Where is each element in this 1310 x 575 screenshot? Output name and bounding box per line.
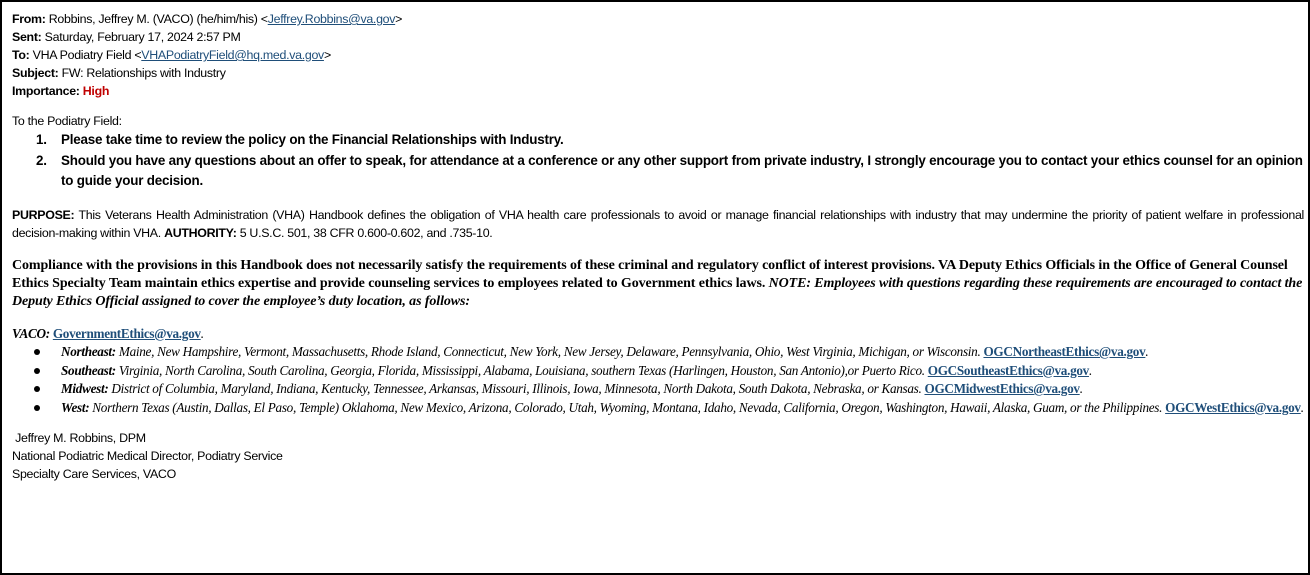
list-item xyxy=(12,343,1304,362)
note-text: NOTE: Employees with questions regarding these requirements are encouraged to contact the Deputy Ethics Official assigned to cover the employee’s duty location, as follows: xyxy=(12,275,1303,309)
purpose-label: PURPOSE: xyxy=(12,207,75,222)
signature-org: Specialty Care Services, VACO xyxy=(12,467,176,482)
vaco-contact xyxy=(12,325,1304,344)
region-name: Midwest: xyxy=(61,381,109,397)
ethics-contacts xyxy=(12,325,1304,418)
subject-label: Subject: xyxy=(12,66,59,80)
region-text: Maine, New Hampshire, Vermont, Massachusetts, Rhode Island, Connecticut, New York, New Jersey, Delaware, Pennsylvania, Ohio, West Virginia, Michigan, or Wisconsin. xyxy=(115,344,984,359)
spacer xyxy=(12,100,1304,112)
from-name: Robbins, Jeffrey M. (VACO) (he/him/his) < xyxy=(48,12,268,26)
region-text: Virginia, North Carolina, South Carolina, Georgia, Florida, Mississippi, Alabama, Louisiana, southern Texas (Harlingen, Houston, San Antonio),or Puerto Rico. xyxy=(115,362,928,378)
signature-block xyxy=(12,429,1304,483)
to-row xyxy=(12,46,1304,64)
authority-label: AUTHORITY: xyxy=(164,226,237,240)
region-name: Northeast: xyxy=(61,344,116,359)
sent-row xyxy=(12,28,1304,46)
numbered-list xyxy=(12,130,1304,192)
authority-text: 5 U.S.C. 501, 38 CFR 0.600-0.602, and .735-10. xyxy=(236,226,493,240)
region-email-link[interactable]: OGCMidwestEthics@va.gov xyxy=(924,381,1080,397)
spacer xyxy=(12,311,1304,325)
from-row xyxy=(12,10,1304,28)
list-number: 1. xyxy=(36,132,47,147)
bullet-icon xyxy=(34,349,40,355)
signature-title: National Podiatric Medical Director, Podiatry Service xyxy=(12,449,283,464)
list-item xyxy=(12,362,1304,381)
list-item xyxy=(12,130,1304,151)
region-name: Southeast: xyxy=(61,362,116,378)
email-message xyxy=(12,10,1304,483)
from-close: > xyxy=(395,12,403,26)
compliance-text: Compliance with the provisions in this Handbook does not necessarily satisfy the requirements of these criminal and regulatory conflict of interest provisions. VA Deputy Ethics Officials in the Office of General Counsel Ethics Specialty Team maintain ethics expertise and provide counseling services to employees related to Government ethics laws. xyxy=(12,257,1288,291)
purpose-text: This Veterans Health Administration (VHA) Handbook defines the obligation of VHA health care professionals to avoid or manage financial relationships with industry that may undermine the priority of patient welfare in professional decision-making within VHA. xyxy=(12,207,1304,240)
spacer xyxy=(12,243,1304,257)
sent-value: Saturday, February 17, 2024 2:57 PM xyxy=(44,30,241,44)
bullet-icon xyxy=(34,386,40,392)
subject-value: FW: Relationships with Industry xyxy=(61,66,226,80)
list-item xyxy=(12,399,1304,418)
to-close: > xyxy=(323,48,331,62)
importance-value: High xyxy=(82,84,110,98)
subject-row xyxy=(12,64,1304,82)
region-end: . xyxy=(1300,399,1304,415)
region-email-link[interactable]: OGCNortheastEthics@va.gov xyxy=(983,344,1146,359)
from-email-link[interactable]: Jeffrey.Robbins@va.gov xyxy=(267,12,396,26)
region-text: District of Columbia, Maryland, Indiana, Kentucky, Tennessee, Arkansas, Missouri, Illinois, Iowa, Minnesota, North Dakota, South Dakota, Nebraska, or Kansas. xyxy=(108,381,925,397)
spacer xyxy=(12,192,1304,206)
email-header xyxy=(12,10,1304,100)
list-item xyxy=(12,380,1304,399)
spacer xyxy=(12,417,1304,429)
list-item xyxy=(12,151,1304,192)
greeting: To the Podiatry Field: xyxy=(12,114,122,128)
from-label: From: xyxy=(12,12,46,26)
bullet-icon xyxy=(34,405,40,411)
list-item-text: Please take time to review the policy on the Financial Relationships with Industry. xyxy=(61,132,564,147)
region-email-link[interactable]: OGCSoutheastEthics@va.gov xyxy=(927,362,1089,378)
list-number: 2. xyxy=(36,152,47,168)
importance-label: Importance: xyxy=(12,84,80,98)
region-list xyxy=(12,343,1304,417)
region-text: Northern Texas (Austin, Dallas, El Paso, Temple) Oklahoma, New Mexico, Arizona, Colorado, Utah, Wyoming, Montana, Idaho, Nevada, California, Oregon, Washington, Hawaii, Alaska, Guam, or the Philippines. xyxy=(89,399,1166,415)
sent-label: Sent: xyxy=(12,30,42,44)
to-label: To: xyxy=(12,48,30,62)
region-end: . xyxy=(1088,362,1092,378)
region-end: . xyxy=(1145,344,1149,359)
to-name: VHA Podiatry Field < xyxy=(32,48,142,62)
vaco-end: . xyxy=(200,325,204,341)
signature-name: Jeffrey M. Robbins, DPM xyxy=(12,431,146,446)
bullet-icon xyxy=(34,368,40,374)
region-email-link[interactable]: OGCWestEthics@va.gov xyxy=(1165,399,1301,415)
compliance-paragraph xyxy=(12,257,1304,311)
region-end: . xyxy=(1079,381,1083,397)
to-email-link[interactable]: VHAPodiatryField@hq.med.va.gov xyxy=(141,48,324,62)
purpose-paragraph xyxy=(12,206,1304,243)
list-item-text: Should you have any questions about an offer to speak, for attendance at a conference or any other support from private industry, I strongly encourage you to contact your ethics counsel for an opinion to guide your decision. xyxy=(61,152,1303,188)
importance-row xyxy=(12,82,1304,100)
vaco-email-link[interactable]: GovernmentEthics@va.gov xyxy=(52,325,201,341)
region-name: West: xyxy=(61,399,90,415)
vaco-label: VACO: xyxy=(12,325,50,341)
